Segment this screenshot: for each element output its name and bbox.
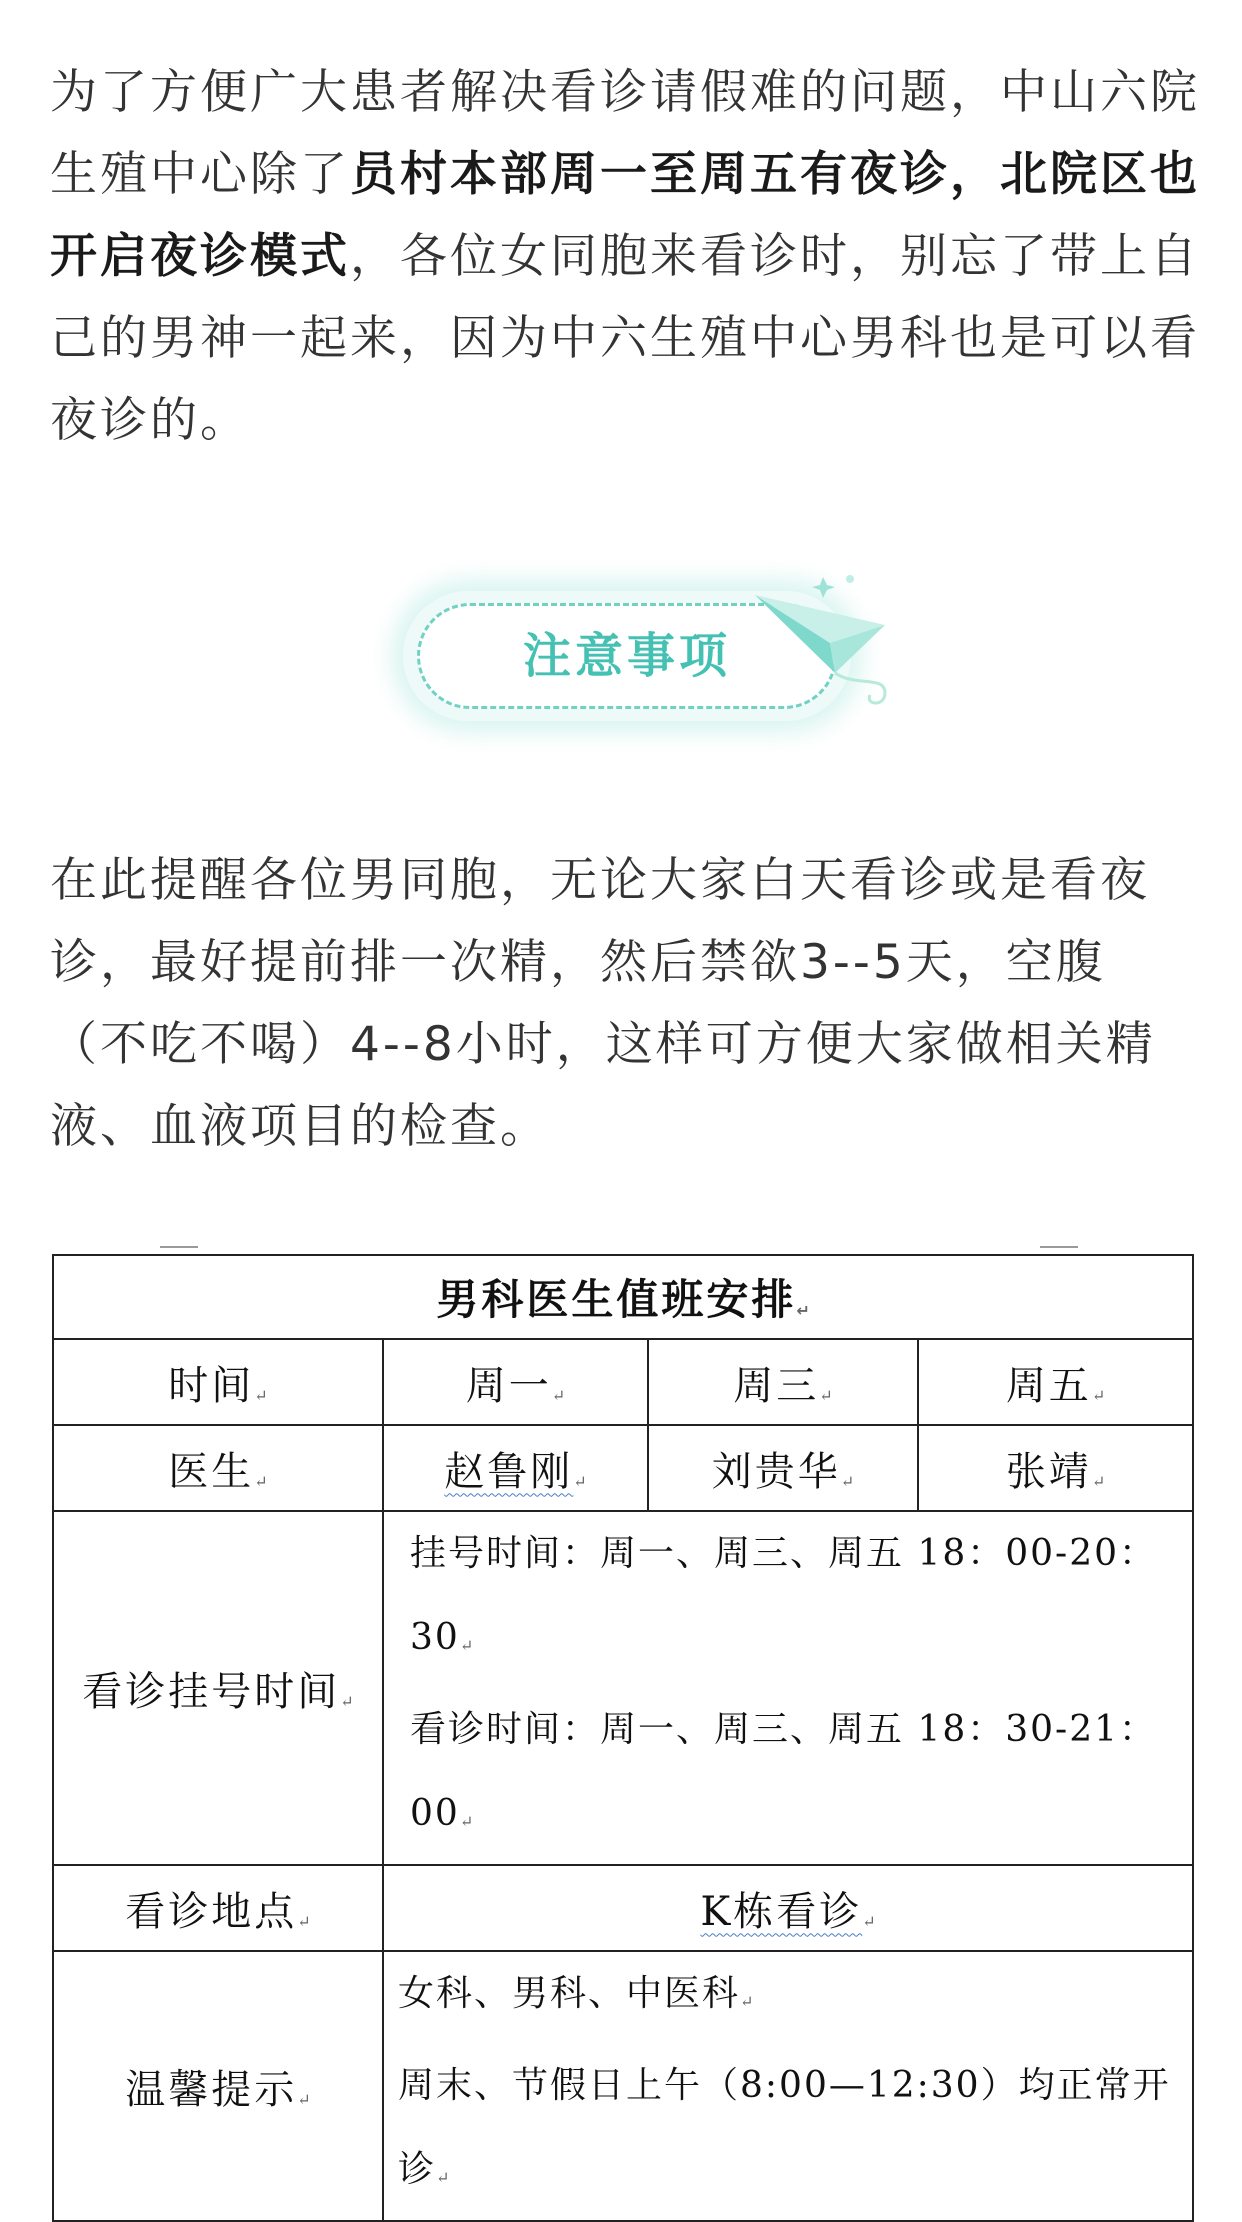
tips-weekend-line: 周末、节假日上午（8:00—12:30）均正常开诊↵ [398, 2065, 1171, 2190]
table-row-location [53, 1865, 1193, 1951]
table-row-hours [53, 1511, 1193, 1865]
doctor-wednesday-cell: 刘贵华↵ [648, 1425, 918, 1511]
time-label-cell: 时间↵ [53, 1339, 383, 1425]
location-label-cell: 看诊地点↵ [53, 1865, 383, 1951]
intro-bold-text: 员村本部周一至周五有夜诊，北院区也开启夜诊模式 [50, 147, 1200, 284]
day-wednesday-cell: 周三↵ [648, 1339, 918, 1425]
hours-label-cell: 看诊挂号时间↵ [53, 1511, 383, 1865]
consult-time-line: 看诊时间：周一、周三、周五 18：30-21：00↵ [410, 1709, 1158, 1834]
reminder-paragraph: 在此提醒各位男同胞，无论大家白天看诊或是看夜诊，最好提前排一次精，然后禁欲3--5天，空腹（不吃不喝）4--8小时，这样可方便大家做相关精液、血液项目的检查。 [50, 853, 1156, 1154]
day-monday-cell: 周一↵ [383, 1339, 648, 1425]
hours-detail-cell [383, 1511, 1193, 1865]
doctor-monday-cell: 赵鲁刚↵ [383, 1425, 648, 1511]
tips-departments-line: 女科、男科、中医科↵ [398, 1973, 754, 2014]
table-row-doctors [53, 1425, 1193, 1511]
notice-label: 注意事项 [522, 628, 731, 684]
table-title-row [53, 1255, 1193, 1339]
tips-label-cell: 温馨提示↵ [53, 1951, 383, 2221]
tips-detail-cell [383, 1951, 1193, 2221]
paper-plane-icon [735, 565, 915, 715]
intro-paragraph [50, 52, 1200, 462]
table-row-tips [53, 1951, 1193, 2221]
day-friday-cell: 周五↵ [918, 1339, 1193, 1425]
table-row-days [53, 1339, 1193, 1425]
location-value-cell: K栋看诊↵ [383, 1865, 1193, 1951]
table-title: 男科医生值班安排↵ [53, 1255, 1193, 1339]
notice-badge [395, 565, 915, 765]
doctor-label-cell: 医生↵ [53, 1425, 383, 1511]
doctor-friday-cell: 张靖↵ [918, 1425, 1193, 1511]
register-time-line: 挂号时间：周一、周三、周五 18：00-20：30↵ [410, 1533, 1158, 1658]
intro-text-start: 为了方便广大患者解决看诊请假难的问题，中山六院生殖中心除了 [50, 65, 1200, 202]
intro-text-end: ，各位女同胞来看诊时，别忘了带上自己的男神一起来，因为中六生殖中心男科也是可以看夜诊的。 [50, 229, 1200, 448]
duty-schedule-table [52, 1254, 1194, 2222]
